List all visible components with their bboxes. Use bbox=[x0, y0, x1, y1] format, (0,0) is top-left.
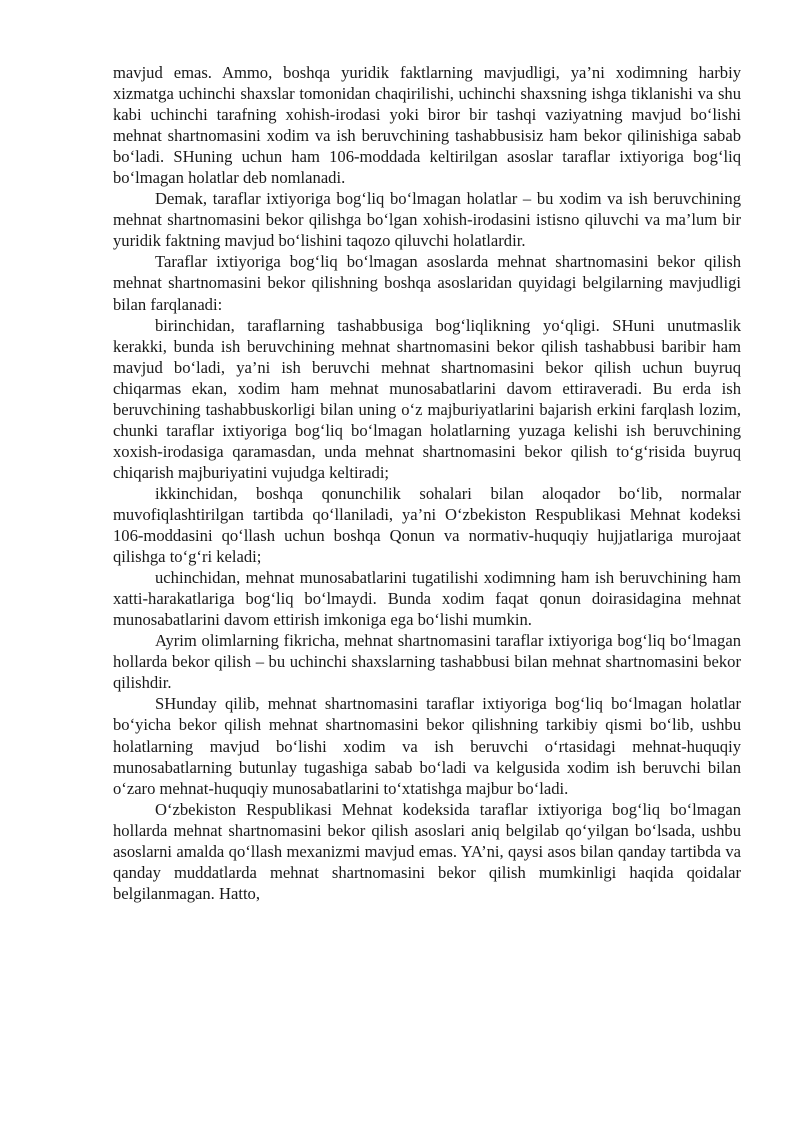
paragraph-conclusion: SHunday qilib, mehnat shartnomasini taraflar ixtiyoriga bog‘liq bo‘lmagan holatlar bo‘yicha bekor qilish mehnat shartnomasini bekor qilishning tarkibiy qismi bo‘lib, ushbu holatlarning mavjud bo‘lishi xodim va ish beruvchi o‘rtasidagi mehnat-huquqiy munosabatlarning butunlay tugashiga sabab bo‘ladi va kelgusida xodim ish beruvchi bilan o‘zaro mehnat-huquqiy munosabatlarini to‘xtatishga majbur bo‘ladi. bbox=[113, 694, 741, 798]
paragraph-definition: Demak, taraflar ixtiyoriga bog‘liq bo‘lmagan holatlar – bu xodim va ish beruvchining mehnat shartnomasini bekor qilishga bo‘lgan xohish-irodasini istisno qiluvchi va ma’lum bir yuridik faktning mavjud bo‘lishini taqozo qiluvchi holatlardir. bbox=[113, 189, 741, 251]
document-page bbox=[113, 62, 741, 904]
paragraph-features-intro: Taraflar ixtiyoriga bog‘liq bo‘lmagan asoslarda mehnat shartnomasini bekor qilish mehnat shartnomasini bekor qilishning boshqa asoslaridan quyidagi belgilarning mavjudligi bilan farqlanadi: bbox=[113, 252, 741, 314]
paragraph-second-feature: ikkinchidan, boshqa qonunchilik sohalari bilan aloqador bo‘lib, normalar muvofiqlashtirilgan tartibda qo‘llaniladi, ya’ni O‘zbekiston Respublikasi Mehnat kodeksi 106-moddasini qo‘llash uchun boshqa Qonun va normativ-huquqiy hujjatlariga murojaat qilishga to‘g‘ri keladi; bbox=[113, 483, 741, 567]
paragraph-code-analysis: O‘zbekiston Respublikasi Mehnat kodeksida taraflar ixtiyoriga bog‘liq bo‘lmagan hollarda mehnat shartnomasini bekor qilish asoslari aniq belgilab qo‘yilgan bo‘lsada, ushbu asoslarni amalda qo‘llash mexanizmi mavjud emas. YA’ni, qaysi asos bilan qanday tartibda va qanday muddatlarda mehnat shartnomasini bekor qilish mumkinligi haqida qoidalar belgilanmagan. Hatto, bbox=[113, 799, 741, 903]
paragraph-third-feature: uchinchidan, mehnat munosabatlarini tugatilishi xodimning ham ish beruvchining ham xatti-harakatlariga bog‘liq bo‘lmaydi. Bunda xodim faqat qonun doirasidagina mehnat munosabatlarini davom ettirish imkoniga ega bo‘lishi mumkin. bbox=[113, 568, 741, 630]
paragraph-scholars-opinion: Ayrim olimlarning fikricha, mehnat shartnomasini taraflar ixtiyoriga bog‘liq bo‘lmagan hollarda bekor qilish – bu uchinchi shaxslarning tashabbusi bilan mehnat shartnomasini bekor qilishdir. bbox=[113, 631, 741, 693]
paragraph-continuation: mavjud emas. Ammo, boshqa yuridik faktlarning mavjudligi, ya’ni xodimning harbiy xizmatga uchinchi shaxslar tomonidan chaqirilishi, uchinchi shaxsning ishga tiklanishi va shu kabi uchinchi tarafning xohish-irodasi yoki biror bir tashqi vaziyatning mavjud bo‘lishi mehnat shartnomasini xodim va ish beruvchining tashabbusisiz ham bekor qilinishiga sabab bo‘ladi. SHuning uchun ham 106-moddada keltirilgan asoslar taraflar ixtiyoriga bog‘liq bo‘lmagan holatlar deb nomlanadi. bbox=[113, 63, 741, 188]
paragraph-first-feature: birinchidan, taraflarning tashabbusiga bog‘liqlikning yo‘qligi. SHuni unutmaslik kerakki, bunda ish beruvchining mehnat shartnomasini bekor qilish tashabbusi baribir ham mavjud bo‘ladi, ya’ni ish beruvchi mehnat shartnomasini bekor qilish uchun buyruq chiqarmas ekan, xodim ham mehnat munosabatlarini davom ettiraveradi. Bu erda ish beruvchining tashabbuskorligi bilan uning o‘z majburiyatlarini bajarish erkini farqlash lozim, chunki taraflar ixtiyoriga bog‘liq bo‘lmagan holatlarning yuzaga kelishi ish beruvchining xoxish-irodasiga qaramasdan, unda mehnat shartnomasini bekor qilish to‘g‘risida buyruq chiqarish majburiyatini vujudga keltiradi; bbox=[113, 315, 741, 482]
